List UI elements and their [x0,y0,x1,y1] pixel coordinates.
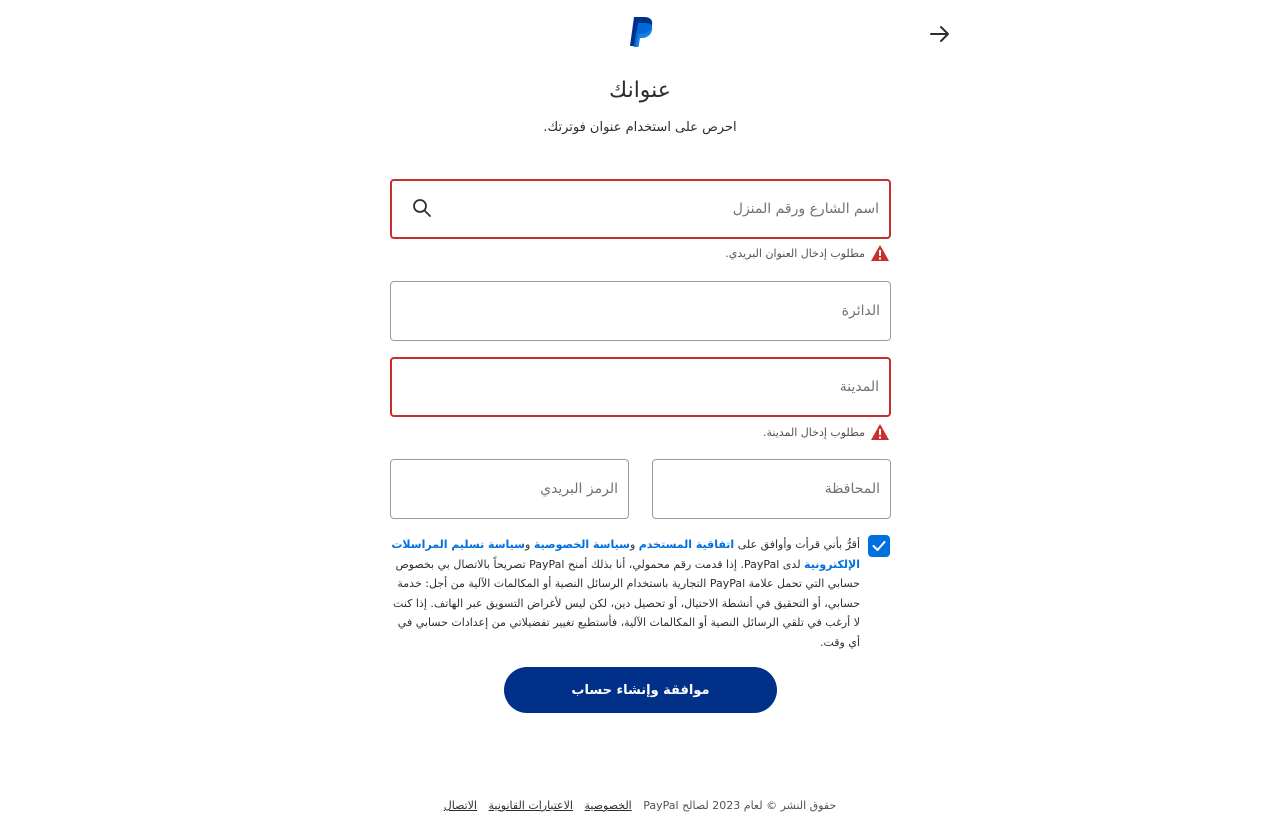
footer-privacy-link[interactable]: الخصوصية [584,799,632,812]
privacy-policy-link[interactable]: سياسة الخصوصية [533,538,630,551]
consent-text [390,535,860,652]
arrow-right-icon[interactable] [928,22,952,46]
governorate-field [652,459,891,519]
street-input[interactable] [392,181,889,237]
footer-contact-link[interactable]: الاتصال [443,799,477,812]
city-field [390,357,891,417]
city-input[interactable] [392,359,889,415]
esign-policy-link[interactable]: سياسة تسليم المراسلات الإلكترونية [391,538,860,571]
city-error-text: مطلوب إدخال المدينة. [762,425,865,439]
district-input[interactable] [391,282,890,340]
page-title: عنوانك [609,78,671,103]
consent-text-4: لدى PayPal. إذا قدمت رقم محمولي، أنا بذلك أمنح PayPal تصريحاً بالاتصال بي بخصوص حسابي التي تحمل علامة PayPal التجارية باستخدام الرسائل النصية أو المكالمات الآلية من أجل: خدمة حسابي، أو التحقيق في أنشطة الاحتيال، أو تحصيل دين، لكن ليس لأغراض التسويق عبر الهاتف. إذا كنت لا أرغب في تلقي الرسائل النصية أو المكالمات الآلية، فأستطيع تغيير تفضيلاتي من إعدادات حسابي في أي وقت. [393,557,860,649]
street-field [390,179,891,239]
street-error [725,245,889,261]
footer [0,799,1280,812]
user-agreement-link[interactable]: اتفاقية المستخدم [638,538,735,551]
city-error [763,424,889,440]
checkmark-icon [872,540,886,552]
footer-legal-link[interactable]: الاعتبارات القانونية [488,799,573,812]
consent-text-2: و [629,538,639,551]
consent-checkbox[interactable] [868,535,890,557]
consent-text-1: أقرُّ بأني قرأت وأوافق على [734,538,860,551]
consent-text-3: و [525,538,534,551]
agree-create-account-button[interactable]: موافقة وإنشاء حساب [504,667,777,713]
paypal-logo-icon [627,16,655,48]
warning-icon [871,245,889,261]
search-icon[interactable] [412,198,432,218]
district-field [390,281,891,341]
street-error-text: مطلوب إدخال العنوان البريدي. [725,246,865,260]
postal-code-input[interactable] [391,460,628,518]
warning-icon [871,424,889,440]
page-subtitle: احرص على استخدام عنوان فوترتك. [543,120,737,135]
postal-code-field [390,459,629,519]
governorate-input[interactable] [653,460,890,518]
footer-copyright: حقوق النشر © لعام 2023 لصالح PayPal [643,799,837,812]
